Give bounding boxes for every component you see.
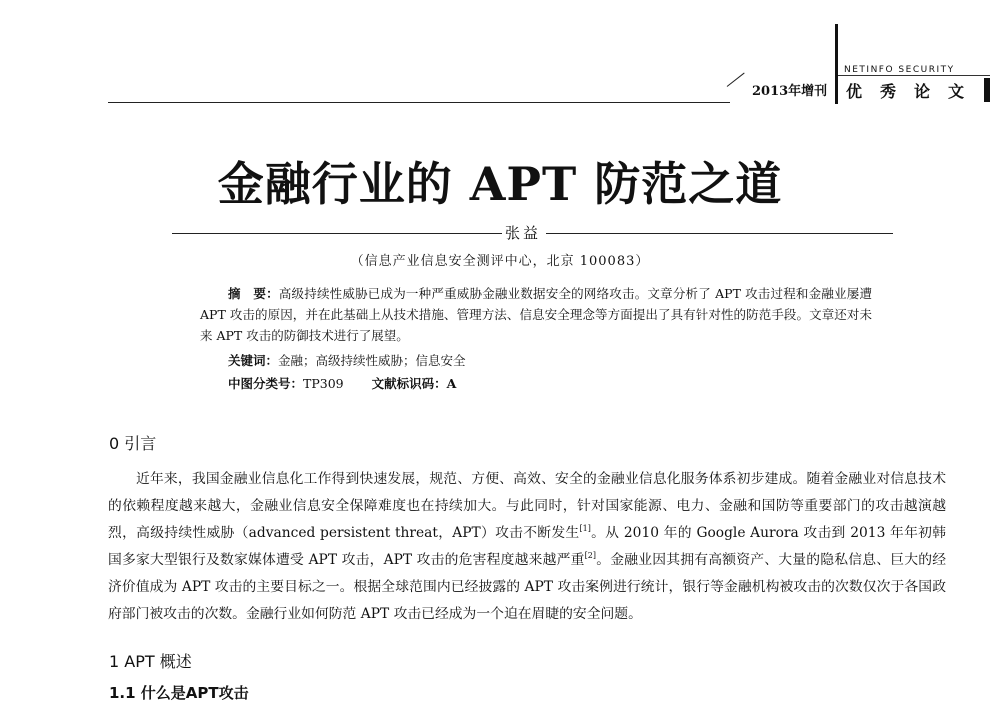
paper-title: 金融行业的 APT 防范之道 [217, 157, 783, 211]
intro-text-part2: 。从 2010 年的 Google Aurora 攻击到 2013 年年初韩国多家大型银行及数家媒体遭受 APT 攻击，APT 攻击的危害程度越来越严重 [108, 525, 947, 568]
journal-brand: NETINFO SECURITY [844, 65, 955, 75]
keywords-label: 关键词： [228, 353, 279, 368]
issue-year-label: 2013年增刊 [752, 84, 828, 99]
author-rule-right [546, 233, 893, 234]
author-name: 张益 [505, 224, 542, 242]
clc-label: 中图分类号： [228, 376, 304, 391]
header-vertical-bar [835, 24, 838, 104]
keywords-line [228, 351, 466, 369]
abstract-label: 摘 要： [228, 286, 279, 301]
section-heading-apt-overview: 1 APT 概述 [109, 652, 192, 671]
doc-code-value: A [446, 376, 457, 391]
header-rule-slant [727, 73, 745, 87]
author-affiliation: （信息产业信息安全测评中心，北京 100083） [350, 254, 650, 269]
header-brand-rule [838, 75, 990, 76]
abstract-text: 高级持续性威胁已成为一种严重威胁金融业数据安全的网络攻击。文章分析了 APT 攻击过程和金融业屡遭 APT 攻击的原因，并在此基础上从技术措施、管理方法、信息安全理念等方面提出了具有针对性的防范手段。文章还对未来 APT 攻击的防御技术进行了展望。 [200, 286, 872, 343]
keywords-value: 金融；高级持续性威胁；信息安全 [278, 353, 466, 368]
citation-ref-2: [2] [584, 551, 596, 560]
subsection-heading-what-is-apt: 1.1 什么是APT攻击 [109, 684, 249, 702]
header-end-block [984, 78, 990, 102]
doc-code-label: 文献标识码： [371, 376, 447, 391]
classification-line [228, 374, 456, 392]
intro-text-part1: 近年来，我国金融业信息化工作得到快速发展，规范、方便、高效、安全的金融业信息化服务体系初步建成。随着金融业对信息技术的依赖程度越来越大，金融业信息安全保障难度也在持续加大。与此同时，针对国家能源、电力、金融和国防等重要部门的攻击越演越烈，高级持续性威胁（advanced persistent threat，APT）攻击不断发生 [108, 471, 946, 541]
abstract [200, 283, 872, 346]
intro-paragraph [108, 466, 946, 628]
intro-text-part3: 。金融业因其拥有高额资产、大量的隐私信息、巨大的经济价值成为 APT 攻击的主要目标之一。根据全球范围内已经披露的 APT 攻击案例进行统计，银行等金融机构被攻击的次数仅次于各国政府部门被攻击的次数。金融行业如何防范 APT 攻击已经成为一个迫在眉睫的安全问题。 [108, 552, 946, 622]
section-heading-intro: 0 引言 [109, 434, 157, 453]
clc-value: TP309 [303, 376, 344, 391]
section-label: 优秀论文 [846, 82, 983, 101]
citation-ref-1: [1] [579, 524, 591, 533]
author-rule-left [172, 233, 502, 234]
header-rule [108, 102, 730, 103]
